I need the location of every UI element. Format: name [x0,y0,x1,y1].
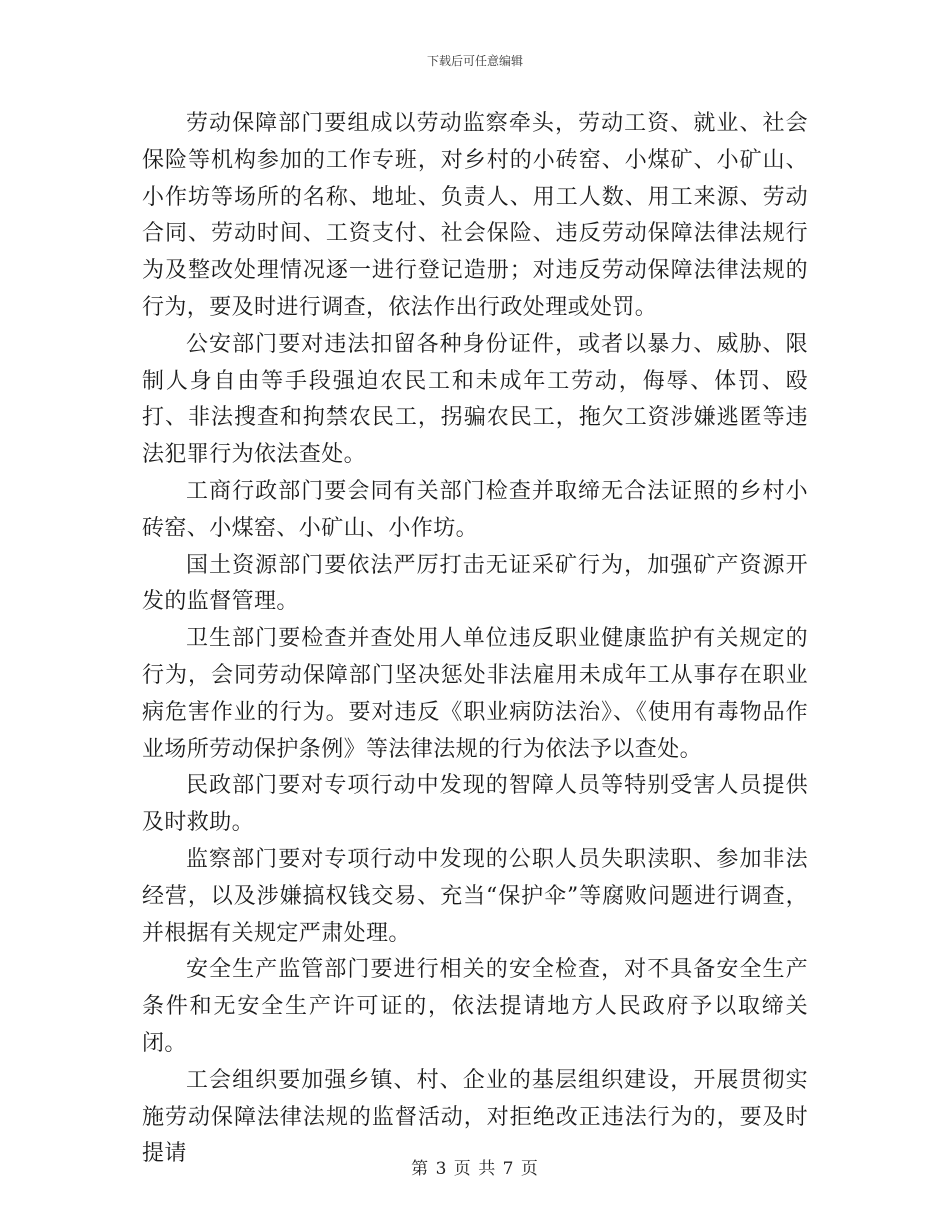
document-body [142,106,808,1173]
paragraph-civil-affairs: 民政部门要对专项行动中发现的智障人员等特别受害人员提供及时救助。 [142,773,808,836]
page-header: 下载后可任意编辑 [426,54,523,68]
paragraph-health: 卫生部门要检查并查处用人单位违反职业健康监护有关规定的行为，会同劳动保障部门坚决惩处非法雇用未成年工从事存在职业病危害作业的行为。要对违反《职业病防法治》、《使用有毒物品作业场所劳动保护条例》等法律法规的行为依法予以查处。 [142,626,808,762]
paragraph-supervision: 监察部门要对专项行动中发现的公职人员失职渎职、参加非法经营，以及涉嫌搞权钱交易、充当“保护伞”等腐败问题进行调查，并根据有关规定严肃处理。 [142,846,808,946]
paragraph-industry-commerce: 工商行政部门要会同有关部门检查并取缔无合法证照的乡村小砖窑、小煤窑、小矿山、小作坊。 [142,478,808,541]
paragraph-trade-union: 工会组织要加强乡镇、村、企业的基层组织建设，开展贯彻实施劳动保障法律法规的监督活动，对拒绝改正违法行为的，要及时提请 [142,1067,808,1167]
paragraph-safety-production: 安全生产监管部门要进行相关的安全检查，对不具备安全生产条件和无安全生产许可证的，依法提请地方人民政府予以取缔关闭。 [142,957,808,1056]
page-number: 第 3 页 共 7 页 [411,1159,539,1179]
paragraph-land-resources: 国土资源部门要依法严厉打击无证采矿行为，加强矿产资源开发的监督管理。 [142,552,808,615]
paragraph-labor-security: 劳动保障部门要组成以劳动监察牵头，劳动工资、就业、社会保险等机构参加的工作专班，对乡村的小砖窑、小煤矿、小矿山、小作坊等场所的名称、地址、负责人、用工人数、用工来源、劳动合同、劳动时间、工资支付、社会保险、违反劳动保障法律法规行为及整改处理情况逐一进行登记造册；对违反劳动保障法律法规的行为，要及时进行调查，依法作出行政处理或处罚。 [142,111,808,320]
paragraph-public-security: 公安部门要对违法扣留各种身份证件，或者以暴力、威胁、限制人身自由等手段强迫农民工和未成年工劳动，侮辱、体罚、殴打、非法搜查和拘禁农民工，拐骗农民工，拖欠工资涉嫌逃匿等违法犯罪行为依法查处。 [142,331,808,468]
